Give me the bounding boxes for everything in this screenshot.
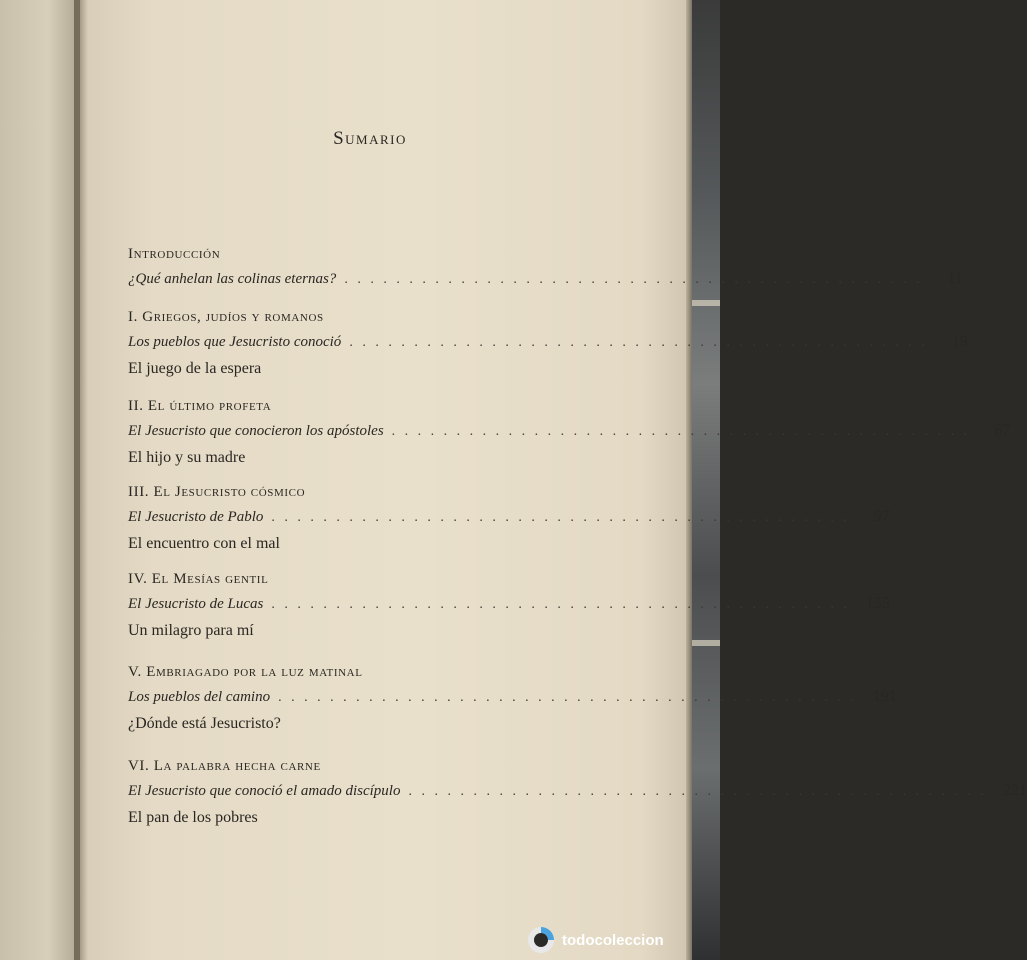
- entry-title: El Jesucristo de Lucas: [128, 596, 264, 612]
- subsection-title: El pan de los pobres: [128, 809, 258, 826]
- entry-title: El Jesucristo de Pablo: [128, 509, 264, 525]
- section-title: IV. El Mesías gentil: [128, 571, 269, 587]
- subsection-title: El encuentro con el mal: [128, 535, 280, 552]
- toc-entry: [128, 590, 890, 618]
- section-title: V. Embriagado por la luz matinal: [128, 664, 363, 680]
- subsection-title: El hijo y su madre: [128, 449, 246, 466]
- subsection-title: Un milagro para mí: [128, 622, 254, 639]
- entry-title: Los pueblos que Jesucristo conoció: [128, 334, 342, 350]
- toc-section: [128, 755, 1027, 831]
- page-number: 67: [994, 422, 1011, 439]
- toc-section: [128, 481, 890, 557]
- dot-leader: . . . . . . . . . . . . . . . . . . . . . . . . . . . . . . . . . . . . . . . . . . . . .: [271, 510, 850, 525]
- toc-section: [128, 306, 968, 382]
- toc-entry: [128, 328, 968, 356]
- subsection-title: ¿Dónde está Jesucristo?: [128, 715, 281, 732]
- page-number: 221: [1002, 782, 1027, 799]
- toc-entry: [128, 683, 897, 711]
- page-number: 191: [872, 688, 897, 705]
- section-title: Introducción: [128, 246, 221, 262]
- dot-leader: . . . . . . . . . . . . . . . . . . . . . . . . . . . . . . . . . . . . . . . . . . . . .: [278, 690, 857, 705]
- watermark-text: todocoleccion: [562, 931, 664, 949]
- dot-leader: . . . . . . . . . . . . . . . . . . . . . . . . . . . . . . . . . . . . . . . . . . . . .: [349, 335, 928, 350]
- toc-entry: [128, 417, 1011, 445]
- page-number: 97: [873, 508, 890, 525]
- toc-section: [128, 243, 963, 293]
- page-number: 155: [865, 595, 890, 612]
- page-number: 19: [951, 333, 968, 350]
- entry-title: Los pueblos del camino: [128, 689, 271, 705]
- watermark: [526, 925, 664, 955]
- page-title: Sumario: [333, 128, 407, 149]
- toc-entry: [128, 265, 963, 293]
- todocoleccion-logo-icon: [526, 925, 556, 955]
- section-title: I. Griegos, judíos y romanos: [128, 309, 324, 325]
- section-title: VI. La palabra hecha carne: [128, 758, 321, 774]
- dot-leader: . . . . . . . . . . . . . . . . . . . . . . . . . . . . . . . . . . . . . . . . . . . . .: [391, 424, 971, 439]
- entry-title: El Jesucristo que conoció el amado discípulo: [128, 783, 401, 799]
- toc-section: [128, 395, 1011, 471]
- entry-title: ¿Qué anhelan las colinas eternas?: [128, 271, 337, 287]
- subsection-title: El juego de la espera: [128, 360, 262, 377]
- toc-entry: [128, 777, 1027, 805]
- background-stripe: [688, 300, 720, 306]
- entry-title: El Jesucristo que conocieron los apóstoles: [128, 423, 384, 439]
- toc-entry: [128, 503, 890, 531]
- toc-section: [128, 568, 890, 644]
- section-title: II. El último profeta: [128, 398, 272, 414]
- dot-leader: . . . . . . . . . . . . . . . . . . . . . . . . . . . . . . . . . . . . . . . . . . . . .: [271, 597, 850, 612]
- dot-leader: . . . . . . . . . . . . . . . . . . . . . . . . . . . . . . . . . . . . . . . . . . . . .: [344, 272, 923, 287]
- background-stripe: [688, 640, 720, 646]
- toc-section: [128, 661, 897, 737]
- dot-leader: . . . . . . . . . . . . . . . . . . . . . . . . . . . . . . . . . . . . . . . . . . . . .: [408, 784, 987, 799]
- section-title: III. El Jesucristo cósmico: [128, 484, 306, 500]
- page-number: 11: [947, 270, 963, 287]
